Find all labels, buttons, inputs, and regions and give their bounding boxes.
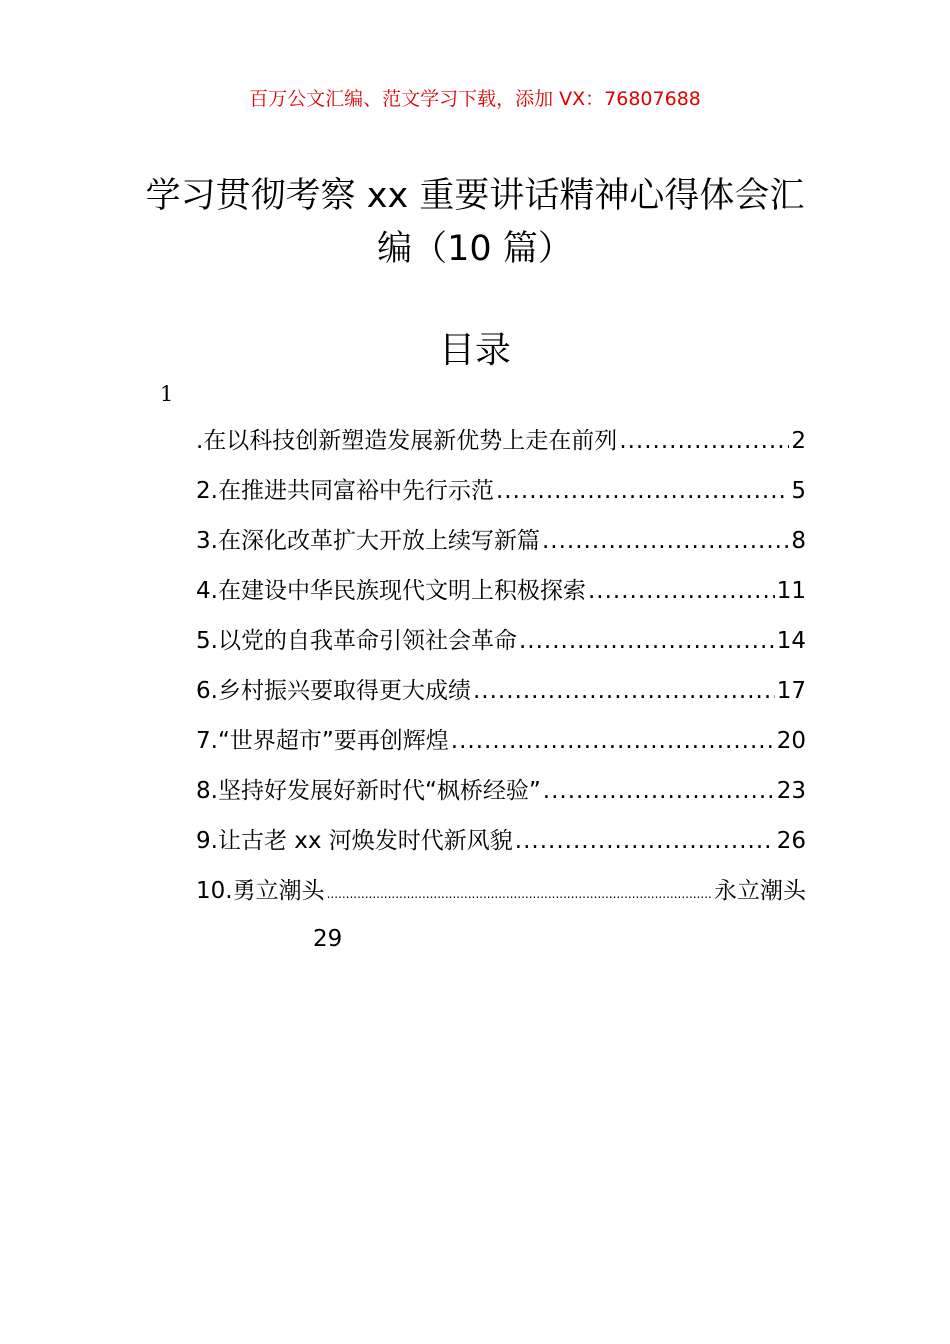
toc-entry-page: 26: [776, 828, 806, 854]
toc-leader-dots: [451, 728, 775, 754]
toc-leader-dots: [543, 778, 775, 804]
toc-entry-title: 3.在深化改革扩大开放上续写新篇: [196, 528, 540, 554]
toc-entry-5[interactable]: [196, 622, 806, 672]
toc-leader-dots: [327, 887, 712, 901]
toc-heading: 目录: [438, 330, 511, 371]
toc-leader-dots: [515, 828, 775, 854]
toc-entry-page: 11: [776, 578, 806, 604]
toc-entry-page: 17: [776, 678, 806, 704]
toc-entry-6[interactable]: [196, 672, 806, 722]
toc-entry-page: 20: [776, 728, 806, 754]
toc-entry-title: 5.以党的自我革命引领社会革命: [196, 628, 517, 654]
stray-page-number: 1: [160, 382, 174, 406]
toc-entry-page: 2: [791, 428, 806, 454]
toc-leader-dots: [473, 678, 775, 704]
toc-entry-page: 23: [776, 778, 806, 804]
toc-entry-9[interactable]: [196, 822, 806, 872]
toc-entry-title: 10.勇立潮头: [196, 878, 325, 904]
toc-entry-2[interactable]: [196, 472, 806, 522]
toc-entry-page: 14: [776, 628, 806, 654]
toc-entry-title: 7.“世界超市”要再创辉煌: [196, 728, 449, 754]
toc-leader-dots: [496, 478, 789, 504]
toc-entry-10-page: 29: [313, 926, 343, 952]
toc-entry-10[interactable]: [196, 872, 806, 922]
toc-entry-title: 9.让古老 xx 河焕发时代新风貌: [196, 828, 513, 854]
document-title: 学习贯彻考察 xx 重要讲话精神心得体会汇编（10 篇）: [145, 176, 805, 269]
header-watermark-note: 百万公文汇编、范文学习下载，添加 VX：76807688: [249, 88, 701, 110]
toc-entry-3[interactable]: [196, 522, 806, 572]
toc-entry-title: 2.在推进共同富裕中先行示范: [196, 478, 494, 504]
table-of-contents: [196, 422, 806, 922]
toc-leader-dots: [588, 578, 775, 604]
toc-entry-page: 5: [791, 478, 806, 504]
toc-entry-title: 8.坚持好发展好新时代“枫桥经验”: [196, 778, 541, 804]
toc-entry-page: 8: [791, 528, 806, 554]
toc-entry-title-end: 永立潮头: [714, 878, 806, 904]
toc-entry-title: 4.在建设中华民族现代文明上积极探索: [196, 578, 586, 604]
toc-entry-8[interactable]: [196, 772, 806, 822]
toc-entry-7[interactable]: [196, 722, 806, 772]
toc-leader-dots: [619, 428, 789, 454]
toc-entry-title: 6.乡村振兴要取得更大成绩: [196, 678, 471, 704]
toc-entry-title: .在以科技创新塑造发展新优势上走在前列: [196, 428, 618, 454]
toc-leader-dots: [542, 528, 789, 554]
toc-entry-1[interactable]: [196, 422, 806, 472]
toc-leader-dots: [519, 628, 775, 654]
toc-entry-4[interactable]: [196, 572, 806, 622]
